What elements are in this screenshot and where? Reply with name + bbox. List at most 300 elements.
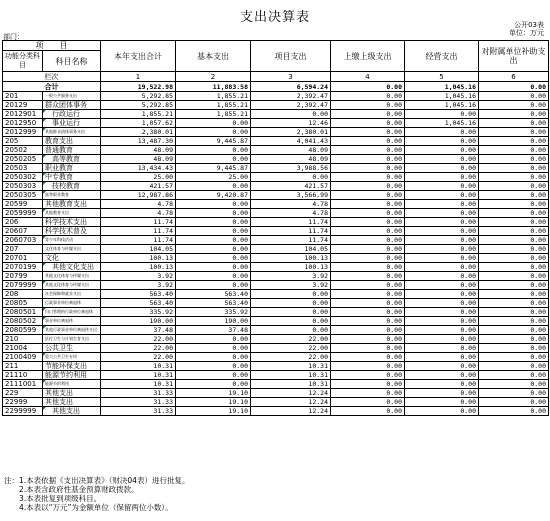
function-code: 2059999 xyxy=(3,209,43,218)
amount-cell: 0.00 xyxy=(331,218,405,227)
table-row xyxy=(3,164,549,173)
amount-cell: 0.00 xyxy=(405,137,479,146)
amount-cell: 421.57 xyxy=(251,182,331,191)
amount-cell: 48.09 xyxy=(251,146,331,155)
amount-cell: 0.00 xyxy=(405,362,479,371)
amount-cell: 0.00 xyxy=(331,128,405,137)
function-code: 20805 xyxy=(3,299,43,308)
subject-name: 科学技术普及 xyxy=(43,227,101,236)
index-num: 4 xyxy=(331,72,405,82)
amount-cell: 0.00 xyxy=(176,344,251,353)
amount-cell: 0.00 xyxy=(405,326,479,335)
table-row xyxy=(3,362,549,371)
subject-name: 行政运行 xyxy=(43,110,101,119)
amount-cell: 0.00 xyxy=(331,254,405,263)
subject-name: 其他教育支出 xyxy=(43,200,101,209)
amount-cell: 10.31 xyxy=(251,380,331,389)
amount-cell: 0.00 xyxy=(331,299,405,308)
amount-cell: 0.00 xyxy=(479,389,549,398)
amount-cell: 4,041.43 xyxy=(251,137,331,146)
header-col-2: 基本支出 xyxy=(176,41,251,72)
subject-name: 其他教育支出 xyxy=(43,209,101,218)
amount-cell: 563.40 xyxy=(176,299,251,308)
table-row xyxy=(3,335,549,344)
table-row xyxy=(3,317,549,326)
table-row xyxy=(3,191,549,200)
table-row xyxy=(3,308,549,317)
amount-cell: 0.00 xyxy=(405,200,479,209)
amount-cell: 0.00 xyxy=(251,299,331,308)
amount-cell: 190.00 xyxy=(101,317,176,326)
table-row xyxy=(3,326,549,335)
subject-name: 职业教育 xyxy=(43,164,101,173)
function-code: 208 xyxy=(3,290,43,299)
amount-cell: 31.33 xyxy=(101,407,176,416)
function-code: 2050302 xyxy=(3,173,43,182)
table-row xyxy=(3,290,549,299)
amount-cell: 0.00 xyxy=(331,263,405,272)
amount-cell: 0.00 xyxy=(251,290,331,299)
amount-cell: 0.00 xyxy=(405,371,479,380)
amount-cell: 0.00 xyxy=(331,146,405,155)
amount-cell: 0.00 xyxy=(405,227,479,236)
function-code: 201 xyxy=(3,92,43,101)
table-row xyxy=(3,173,549,182)
function-code: 20599 xyxy=(3,200,43,209)
amount-cell: 3.92 xyxy=(101,272,176,281)
amount-cell: 2,380.01 xyxy=(101,128,176,137)
amount-cell: 0.00 xyxy=(479,371,549,380)
amount-cell: 12.24 xyxy=(251,407,331,416)
subject-name: 其他文化体育与传媒支出 xyxy=(43,281,101,290)
amount-cell: 0.00 xyxy=(479,335,549,344)
amount-cell: 0.00 xyxy=(176,128,251,137)
amount-cell: 19.10 xyxy=(176,389,251,398)
subject-name: 事业单位离退休 xyxy=(43,317,101,326)
amount-cell: 0.00 xyxy=(331,173,405,182)
table-row xyxy=(3,272,549,281)
amount-cell: 0.00 xyxy=(479,182,549,191)
amount-cell: 0.00 xyxy=(331,236,405,245)
function-code: 2012950 xyxy=(3,119,43,128)
subject-name: 群众团体事务 xyxy=(43,101,101,110)
index-num: 6 xyxy=(479,72,549,82)
amount-cell: 0.00 xyxy=(479,308,549,317)
function-code: 2080599 xyxy=(3,326,43,335)
table-row xyxy=(3,398,549,407)
table-row xyxy=(3,236,549,245)
amount-cell: 0.00 xyxy=(331,308,405,317)
amount-cell: 11.74 xyxy=(251,218,331,227)
amount-cell: 0.00 xyxy=(479,326,549,335)
subject-name: 公共卫生 xyxy=(43,344,101,353)
amount-cell: 5,292.85 xyxy=(101,92,176,101)
amount-cell: 22.00 xyxy=(101,335,176,344)
amount-cell: 0.00 xyxy=(331,92,405,101)
amount-cell: 0.00 xyxy=(405,389,479,398)
amount-cell: 0.00 xyxy=(405,398,479,407)
amount-cell: 421.57 xyxy=(101,182,176,191)
amount-cell: 10.31 xyxy=(251,362,331,371)
subject-name: 其他支出 xyxy=(43,407,101,416)
function-code: 20701 xyxy=(3,254,43,263)
amount-cell: 0.00 xyxy=(331,335,405,344)
amount-cell: 0.00 xyxy=(251,110,331,119)
amount-cell: 100.13 xyxy=(251,263,331,272)
amount-cell: 11.74 xyxy=(101,236,176,245)
amount-cell: 0.00 xyxy=(405,191,479,200)
amount-cell: 0.00 xyxy=(405,236,479,245)
amount-cell: 0.00 xyxy=(479,398,549,407)
table-row xyxy=(3,101,549,110)
header-col-6: 对附属单位补助支出 xyxy=(479,41,549,72)
index-num: 3 xyxy=(251,72,331,82)
amount-cell: 0.00 xyxy=(405,182,479,191)
amount-cell: 104.05 xyxy=(101,245,176,254)
amount-cell: 22.00 xyxy=(251,353,331,362)
amount-cell: 335.92 xyxy=(101,308,176,317)
amount-cell: 31.33 xyxy=(101,398,176,407)
amount-cell: 0.00 xyxy=(405,407,479,416)
amount-cell: 0.00 xyxy=(479,290,549,299)
amount-cell: 0.00 xyxy=(479,200,549,209)
subject-name: 文化体育与传媒支出 xyxy=(43,245,101,254)
subject-name: 其他支出 xyxy=(43,398,101,407)
amount-cell: 0.00 xyxy=(251,308,331,317)
amount-cell: 0.00 xyxy=(176,200,251,209)
subject-name: 其他支出 xyxy=(43,389,101,398)
amount-cell: 335.92 xyxy=(176,308,251,317)
amount-cell: 1,855.21 xyxy=(176,92,251,101)
index-num: 5 xyxy=(405,72,479,82)
amount-cell: 0.00 xyxy=(331,119,405,128)
amount-cell: 0.00 xyxy=(405,146,479,155)
amount-cell: 0.00 xyxy=(176,272,251,281)
table-row xyxy=(3,353,549,362)
index-label: 栏次 xyxy=(3,72,101,82)
amount-cell: 0.00 xyxy=(176,119,251,128)
function-code: 20129 xyxy=(3,101,43,110)
note-line: 4.本表以“万元”为金额单位（保留两位小数）。 xyxy=(4,503,173,512)
subject-name: 其他行政事业单位离退休支出 xyxy=(43,326,101,335)
function-code: 20607 xyxy=(3,227,43,236)
subject-name: 一般公共服务支出 xyxy=(43,92,101,101)
amount-cell: 0.00 xyxy=(251,326,331,335)
subject-name: 能源节约利用 xyxy=(43,380,101,389)
table-row xyxy=(3,371,549,380)
amount-cell: 3,566.99 xyxy=(251,191,331,200)
subject-name: 能源节约利用 xyxy=(43,371,101,380)
amount-cell: 0.00 xyxy=(405,299,479,308)
amount-cell: 0.00 xyxy=(479,254,549,263)
amount-cell: 22.00 xyxy=(101,353,176,362)
amount-cell: 48.09 xyxy=(101,155,176,164)
header-col-4: 上缴上级支出 xyxy=(331,41,405,72)
function-code: 211 xyxy=(3,362,43,371)
function-code: 205 xyxy=(3,137,43,146)
form-code: 公开03表 xyxy=(514,21,544,29)
amount-cell: 0.00 xyxy=(479,137,549,146)
table-row xyxy=(3,344,549,353)
amount-cell: 10.31 xyxy=(101,371,176,380)
subject-name: 医疗卫生与计划生育支出 xyxy=(43,335,101,344)
amount-cell: 0.00 xyxy=(405,353,479,362)
function-code: 20799 xyxy=(3,272,43,281)
amount-cell: 0.00 xyxy=(405,128,479,137)
amount-cell: 0.00 xyxy=(331,317,405,326)
amount-cell: 0.00 xyxy=(479,218,549,227)
amount-cell: 0.00 xyxy=(331,362,405,371)
amount-cell: 0.00 xyxy=(331,245,405,254)
amount-cell: 4.78 xyxy=(101,200,176,209)
amount-cell: 10.31 xyxy=(251,371,331,380)
header-col-3: 项目支出 xyxy=(251,41,331,72)
amount-cell: 0.00 xyxy=(251,317,331,326)
amount-cell: 0.00 xyxy=(405,254,479,263)
table-row xyxy=(3,200,549,209)
table-row xyxy=(3,155,549,164)
amount-cell: 0.00 xyxy=(176,254,251,263)
amount-cell: 9,445.87 xyxy=(176,164,251,173)
amount-cell: 0.00 xyxy=(176,155,251,164)
function-code: 207 xyxy=(3,245,43,254)
amount-cell: 0.00 xyxy=(331,155,405,164)
amount-cell: 13,434.43 xyxy=(101,164,176,173)
amount-cell: 563.40 xyxy=(101,299,176,308)
amount-cell: 0.00 xyxy=(331,110,405,119)
subject-name: 其他文化支出 xyxy=(43,263,101,272)
amount-cell: 22.00 xyxy=(251,335,331,344)
function-code: 210 xyxy=(3,335,43,344)
amount-cell: 0.00 xyxy=(479,119,549,128)
amount-cell: 0.00 xyxy=(405,245,479,254)
amount-cell: 0.00 xyxy=(479,155,549,164)
amount-cell: 2,380.01 xyxy=(251,128,331,137)
subject-name: 中专教育 xyxy=(43,173,101,182)
amount-cell: 0.00 xyxy=(479,173,549,182)
amount-cell: 0.00 xyxy=(479,245,549,254)
amount-cell: 0.00 xyxy=(331,164,405,173)
function-code: 2060703 xyxy=(3,236,43,245)
total-value: 11,883.58 xyxy=(176,82,251,92)
amount-cell: 0.00 xyxy=(331,182,405,191)
amount-cell: 0.00 xyxy=(479,236,549,245)
amount-cell: 0.00 xyxy=(479,353,549,362)
amount-cell: 1,057.62 xyxy=(101,119,176,128)
function-code: 21004 xyxy=(3,344,43,353)
amount-cell: 48.09 xyxy=(251,155,331,164)
table-row xyxy=(3,263,549,272)
note-line: 注：1.本表依据《支出决算表》（财决04表）进行批复。 xyxy=(4,476,190,485)
amount-cell: 0.00 xyxy=(331,407,405,416)
amount-cell: 0.00 xyxy=(331,209,405,218)
header-name: 科目名称 xyxy=(43,51,101,72)
amount-cell: 11.74 xyxy=(251,227,331,236)
header-code: 功能分类科目 xyxy=(3,51,43,72)
total-value: 1,045.16 xyxy=(405,82,479,92)
amount-cell: 12.24 xyxy=(251,389,331,398)
amount-cell: 0.00 xyxy=(176,335,251,344)
amount-cell: 12.24 xyxy=(251,398,331,407)
subject-name: 高等职业教育 xyxy=(43,191,101,200)
amount-cell: 22.00 xyxy=(101,344,176,353)
table-row xyxy=(3,119,549,128)
subject-name: 科学技术支出 xyxy=(43,218,101,227)
amount-cell: 0.00 xyxy=(405,110,479,119)
amount-cell: 0.00 xyxy=(479,227,549,236)
amount-cell: 0.00 xyxy=(176,209,251,218)
note-line: 3.本表批复到项级科目。 xyxy=(4,494,102,503)
amount-cell: 25.00 xyxy=(101,173,176,182)
header-col-5: 经营支出 xyxy=(405,41,479,72)
amount-cell: 100.13 xyxy=(251,254,331,263)
amount-cell: 0.00 xyxy=(479,164,549,173)
function-code: 2100409 xyxy=(3,353,43,362)
amount-cell: 0.00 xyxy=(176,146,251,155)
amount-cell: 0.00 xyxy=(331,389,405,398)
header-col-1: 本年支出合计 xyxy=(101,41,176,72)
notes xyxy=(4,476,189,512)
amount-cell: 9,445.87 xyxy=(176,137,251,146)
function-code: 2050303 xyxy=(3,182,43,191)
amount-cell: 0.00 xyxy=(176,245,251,254)
amount-cell: 37.48 xyxy=(101,326,176,335)
amount-cell: 2,392.47 xyxy=(251,101,331,110)
amount-cell: 0.00 xyxy=(479,317,549,326)
subject-name: 青少年科技活动 xyxy=(43,236,101,245)
amount-cell: 0.00 xyxy=(405,317,479,326)
amount-cell: 10.31 xyxy=(101,380,176,389)
amount-cell: 19.10 xyxy=(176,398,251,407)
amount-cell: 0.00 xyxy=(331,380,405,389)
table-row xyxy=(3,182,549,191)
amount-cell: 0.00 xyxy=(331,344,405,353)
table-row xyxy=(3,218,549,227)
table-row xyxy=(3,407,549,416)
amount-cell: 1,855.21 xyxy=(176,110,251,119)
function-code: 20503 xyxy=(3,164,43,173)
amount-cell: 0.00 xyxy=(479,110,549,119)
amount-cell: 0.00 xyxy=(176,371,251,380)
amount-cell: 4.78 xyxy=(101,209,176,218)
subject-name: 重大公共卫生专项 xyxy=(43,353,101,362)
table-row xyxy=(3,227,549,236)
amount-cell: 0.00 xyxy=(176,227,251,236)
subject-name: 归口管理的行政单位离退休 xyxy=(43,308,101,317)
amount-cell: 0.00 xyxy=(479,92,549,101)
amount-cell: 48.09 xyxy=(101,146,176,155)
amount-cell: 1,045.16 xyxy=(405,92,479,101)
total-label: 合计 xyxy=(3,82,101,92)
table-row xyxy=(3,209,549,218)
amount-cell: 0.00 xyxy=(405,380,479,389)
amount-cell: 0.00 xyxy=(479,344,549,353)
amount-cell: 9,420.87 xyxy=(176,191,251,200)
total-value: 0.00 xyxy=(479,82,549,92)
amount-cell: 31.33 xyxy=(101,389,176,398)
amount-cell: 100.13 xyxy=(101,254,176,263)
table-row xyxy=(3,299,549,308)
amount-cell: 0.00 xyxy=(331,137,405,146)
amount-cell: 0.00 xyxy=(331,272,405,281)
amount-cell: 0.00 xyxy=(331,290,405,299)
amount-cell: 563.40 xyxy=(176,290,251,299)
subject-name: 文化 xyxy=(43,254,101,263)
subject-name: 其他群众团体事务支出 xyxy=(43,128,101,137)
amount-cell: 0.00 xyxy=(479,272,549,281)
amount-cell: 0.00 xyxy=(331,371,405,380)
subject-name: 技校教育 xyxy=(43,182,101,191)
amount-cell: 0.00 xyxy=(331,101,405,110)
amount-cell: 0.00 xyxy=(479,263,549,272)
amount-cell: 12,987.86 xyxy=(101,191,176,200)
amount-cell: 1,045.16 xyxy=(405,119,479,128)
table-row xyxy=(3,137,549,146)
header-item: 项 目 xyxy=(3,41,101,51)
function-code: 20502 xyxy=(3,146,43,155)
function-code: 2080502 xyxy=(3,317,43,326)
function-code: 2080501 xyxy=(3,308,43,317)
function-code: 206 xyxy=(3,218,43,227)
amount-cell: 0.00 xyxy=(176,353,251,362)
subject-name: 高等教育 xyxy=(43,155,101,164)
function-code: 2111001 xyxy=(3,380,43,389)
amount-cell: 0.00 xyxy=(405,155,479,164)
table-row xyxy=(3,254,549,263)
function-code: 21110 xyxy=(3,371,43,380)
subject-name: 行政事业单位离退休 xyxy=(43,299,101,308)
amount-cell: 37.48 xyxy=(176,326,251,335)
amount-cell: 4.78 xyxy=(251,209,331,218)
function-code: 2012999 xyxy=(3,128,43,137)
amount-cell: 22.00 xyxy=(251,344,331,353)
amount-cell: 0.00 xyxy=(405,209,479,218)
amount-cell: 0.00 xyxy=(176,182,251,191)
table-row xyxy=(3,92,549,101)
unit-label: 单位：万元 xyxy=(509,29,544,37)
amount-cell: 11.74 xyxy=(251,236,331,245)
function-code: 2050305 xyxy=(3,191,43,200)
amount-cell: 190.00 xyxy=(176,317,251,326)
amount-cell: 0.00 xyxy=(176,380,251,389)
amount-cell: 0.00 xyxy=(331,353,405,362)
amount-cell: 1,855.21 xyxy=(176,101,251,110)
table-row xyxy=(3,380,549,389)
function-code: 229 xyxy=(3,389,43,398)
amount-cell: 3.92 xyxy=(251,272,331,281)
amount-cell: 0.00 xyxy=(331,227,405,236)
amount-cell: 3,988.56 xyxy=(251,164,331,173)
function-code: 2070199 xyxy=(3,263,43,272)
table-row xyxy=(3,389,549,398)
amount-cell: 12.46 xyxy=(251,119,331,128)
amount-cell: 0.00 xyxy=(331,200,405,209)
subject-name: 社会保障和就业支出 xyxy=(43,290,101,299)
amount-cell: 0.00 xyxy=(405,173,479,182)
amount-cell: 0.00 xyxy=(176,218,251,227)
table-row xyxy=(3,245,549,254)
note-line: 2.本表含政府性基金预算财政拨款。 xyxy=(4,485,139,494)
table-row xyxy=(3,128,549,137)
amount-cell: 0.00 xyxy=(479,362,549,371)
amount-cell: 11.74 xyxy=(101,227,176,236)
amount-cell: 0.00 xyxy=(405,263,479,272)
amount-cell: 0.00 xyxy=(405,164,479,173)
amount-cell: 0.00 xyxy=(479,146,549,155)
table-row xyxy=(3,146,549,155)
amount-cell: 0.00 xyxy=(479,299,549,308)
subject-name: 事业运行 xyxy=(43,119,101,128)
